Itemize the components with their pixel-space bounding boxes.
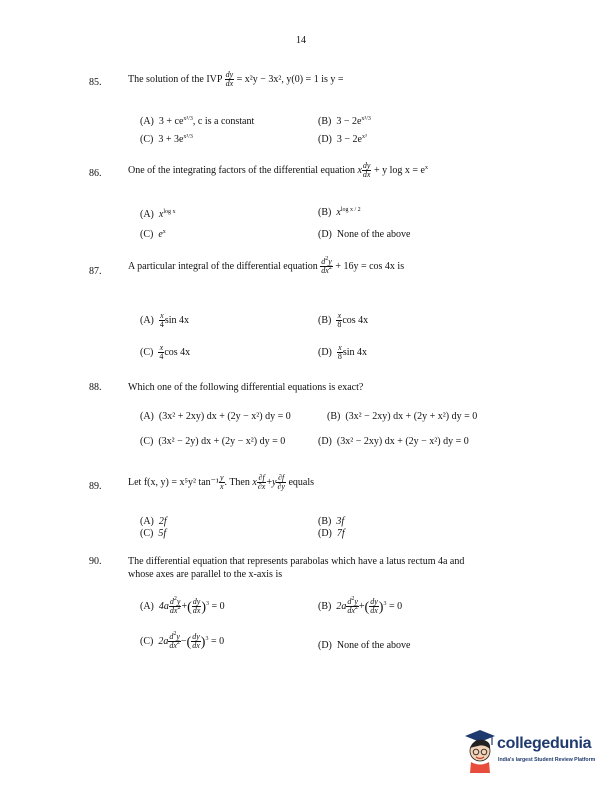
question-89-stem: Let f(x, y) = x⁵y² tan⁻¹ $\frac{y}{x}$ . Then x $\frac{\partial f}{\partial x}$ +y $\frac{\partial f}{\partial y}$ equals [128, 473, 314, 491]
question-90-stem-line1: The differential equation that represents parabolas which have a latus rectum 4a and [128, 556, 465, 567]
option-90-a[interactable]: (A) 4a $\frac{d^2y}{dx^2}$ +( $\frac{dy}{dx}$ )$^3$ = 0 [140, 596, 225, 615]
question-number: 89. [89, 481, 102, 492]
option-88-c[interactable]: (C) (3x² − 2y) dx + (2y − x²) dy = 0 [140, 436, 286, 447]
option-86-a[interactable]: (A) $x^{log x}$ [140, 209, 176, 220]
logo-brand-text: collegedunia [497, 735, 592, 752]
question-number: 87. [89, 266, 102, 277]
option-90-d[interactable]: (D) None of the above [318, 640, 411, 651]
option-87-b[interactable]: (B) $\frac{x}{8}$ cos 4x [318, 311, 369, 329]
option-86-d[interactable]: (D) None of the above [318, 229, 411, 240]
option-89-d[interactable]: (D) 7f [318, 528, 345, 539]
option-85-d[interactable]: (D) $3 - 2e^{x^3}$ [318, 134, 367, 145]
option-90-c[interactable]: (C) 2a $\frac{d^2y}{dx^2}$ −( $\frac{dy}{dx}$ )$^3$ = 0 [140, 631, 225, 650]
option-87-c[interactable]: (C) $\frac{x}{4}$ cos 4x [140, 343, 191, 361]
question-number: 85. [89, 77, 102, 88]
question-number: 90. [89, 556, 102, 567]
question-number: 86. [89, 168, 102, 179]
option-85-b[interactable]: (B) $3 - 2e^{x^3/3}$ [318, 116, 371, 127]
option-87-d[interactable]: (D) $\frac{x}{8}$ sin 4x [318, 343, 368, 361]
question-86-stem: One of the integrating factors of the differential equation x $\frac{dy}{dx}$ + y $\log x = e^x$ [128, 161, 428, 179]
option-87-a[interactable]: (A) $\frac{x}{4}$ sin 4x [140, 311, 190, 329]
question-88-stem: Which one of the following differential equations is exact? [128, 382, 364, 393]
page-number: 14 [296, 35, 306, 46]
option-88-b[interactable]: (B) (3x² − 2xy) dx + (2y + x²) dy = 0 [327, 411, 478, 422]
option-88-d[interactable]: (D) (3x² − 2xy) dx + (2y − x²) dy = 0 [318, 436, 469, 447]
option-86-b[interactable]: (B) $x^{log x / 2}$ [318, 207, 361, 218]
option-89-a[interactable]: (A) 2f [140, 516, 167, 527]
option-89-c[interactable]: (C) 5f [140, 528, 167, 539]
logo-tagline: India's largest Student Review Platform [498, 757, 596, 763]
collegedunia-logo [462, 727, 612, 777]
option-90-b[interactable]: (B) 2a $\frac{d^2y}{dx^2}$ +( $\frac{dy}{dx}$ )$^3$ = 0 [318, 596, 403, 615]
option-88-a[interactable]: (A) (3x² + 2xy) dx + (2y − x²) dy = 0 [140, 411, 291, 422]
option-85-c[interactable]: (C) $3 + 3e^{x^3/3}$ [140, 134, 193, 145]
option-89-b[interactable]: (B) 3f [318, 516, 345, 527]
question-number: 88. [89, 382, 102, 393]
option-85-a[interactable]: (A) $3 + ce^{x^3/3}$, c is a constant [140, 116, 255, 127]
question-85-stem: The solution of the IVP $\frac{dy}{dx}$ = x²y − 3x², y(0) = 1 is y = [128, 70, 344, 88]
question-87-stem: A particular integral of the differential equation $\frac{d^2y}{dx^2}$ + 16y = cos 4x is [128, 256, 405, 275]
question-90-stem-line2: whose axes are parallel to the x-axis is [128, 569, 283, 580]
student-mascot-icon [462, 727, 496, 773]
option-86-c[interactable]: (C) $e^x$ [140, 229, 166, 240]
